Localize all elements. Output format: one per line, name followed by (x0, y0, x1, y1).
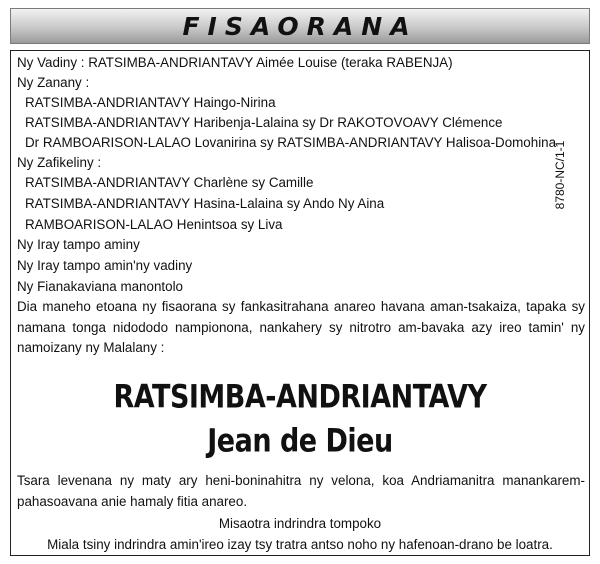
grandchildren-label: Ny Zafikeliny : (17, 155, 102, 170)
intro-paragraph: Dia maneho etoana ny fisaorana sy fankasitrahana anareo havana aman-tsakaiza, tapaka sy namana tonga nidododo nampionona, nankahery sy nitrotro am-bavaka azy ireo tamin' ny namoizany ny Malalany : (17, 299, 585, 355)
header-banner (10, 8, 590, 44)
notice-frame (10, 50, 590, 556)
closing-blessing: Tsara levenana ny maty ary heni-boninahitra ny velona, koa Andriamanitra manankarem-pahasoavana anie hamaly fitia anareo. (17, 473, 585, 509)
grandchild-entry: RATSIMBA-ANDRIANTAVY Hasina-Lalaina sy Ando Ny Aina (25, 196, 385, 211)
spouse-line: Ny Vadiny : RATSIMBA-ANDRIANTAVY Aimée Louise (teraka RABENJA) (17, 55, 453, 70)
relative-entry: Ny Iray tampo aminy (17, 237, 140, 252)
child-entry: RATSIMBA-ANDRIANTAVY Haingo-Nirina (25, 95, 276, 110)
deceased-surname: RATSIMBA-ANDRIANTAVY (113, 379, 487, 416)
closing-thanks: Misaotra indrindra tompoko (218, 516, 382, 531)
reference-code: 8780-NC/1-1 (553, 140, 567, 210)
children-label: Ny Zanany : (17, 75, 90, 90)
relative-entry: Ny Iray tampo amin'ny vadiny (17, 258, 193, 273)
closing-apology: Miala tsiny indrindra amin'ireo izay tsy tratra antso noho ny hafenoan-drano be loatra. (47, 537, 553, 552)
relative-entry: Ny Fianakaviana manontolo (17, 279, 183, 294)
child-entry: Dr RAMBOARISON-LALAO Lovanirina sy RATSIMBA-ANDRIANTAVY Halisoa-Domohina (25, 135, 557, 150)
grandchild-entry: RAMBOARISON-LALAO Henintsoa sy Liva (25, 217, 283, 232)
header-title: FISAORANA (182, 11, 418, 41)
child-entry: RATSIMBA-ANDRIANTAVY Haribenja-Lalaina sy Dr RAKOTOVOAVY Clémence (25, 115, 503, 130)
deceased-given-name: Jean de Dieu (207, 423, 393, 460)
grandchild-entry: RATSIMBA-ANDRIANTAVY Charlène sy Camille (25, 175, 314, 190)
